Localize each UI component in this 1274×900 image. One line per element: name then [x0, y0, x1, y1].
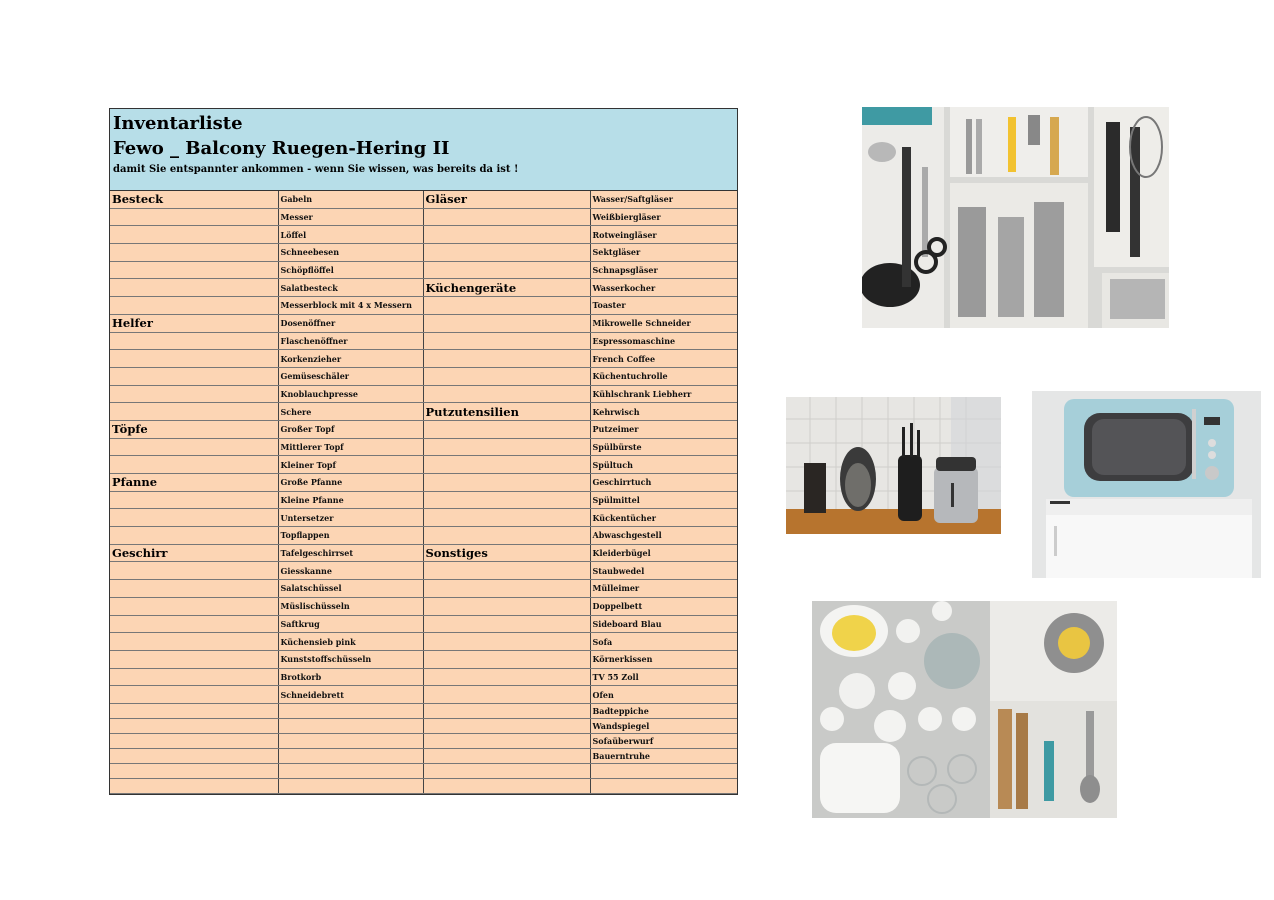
table-row — [110, 668, 737, 686]
table-cell-category — [423, 733, 590, 748]
table-cell-item: Ofen — [590, 686, 737, 704]
table-cell-category — [423, 314, 590, 332]
table-cell-item: Knoblauchpresse — [278, 385, 423, 403]
table-cell-item: Doppelbett — [590, 597, 737, 615]
table-cell-category — [423, 456, 590, 474]
table-row — [110, 208, 737, 226]
table-cell-category — [110, 261, 278, 279]
table-cell-item: Giesskanne — [278, 562, 423, 580]
table-cell-item: Großer Topf — [278, 420, 423, 438]
table-cell-category: Sonstiges — [423, 544, 590, 562]
table-cell-item — [278, 718, 423, 733]
table-row — [110, 544, 737, 562]
table-cell-item: Badteppiche — [590, 703, 737, 718]
table-cell-item: Gabeln — [278, 191, 423, 208]
table-cell-category — [423, 244, 590, 262]
photo-dishes-utensils — [812, 601, 1117, 818]
table-cell-item: Putzeimer — [590, 420, 737, 438]
table-cell-item: Spülmittel — [590, 491, 737, 509]
table-cell-item: Kleine Pfanne — [278, 491, 423, 509]
table-cell-item: Brotkorb — [278, 668, 423, 686]
sheet-header — [110, 109, 737, 191]
table-row — [110, 226, 737, 244]
table-cell-item: Sofaüberwurf — [590, 733, 737, 748]
table-cell-category — [110, 778, 278, 793]
table-cell-category — [110, 403, 278, 421]
table-cell-category: Putzutensilien — [423, 403, 590, 421]
table-cell-item: Rotweingläser — [590, 226, 737, 244]
photo-kettle-toaster — [786, 397, 1001, 534]
table-cell-category — [423, 385, 590, 403]
table-cell-category — [423, 748, 590, 763]
table-cell-category — [110, 562, 278, 580]
table-cell-item: Küchensieb pink — [278, 633, 423, 651]
table-cell-category — [423, 763, 590, 778]
table-cell-item: Sideboard Blau — [590, 615, 737, 633]
table-cell-category — [423, 580, 590, 598]
table-cell-item: Schneidebrett — [278, 686, 423, 704]
table-cell-category — [110, 491, 278, 509]
table-cell-item: Schneebesen — [278, 244, 423, 262]
table-cell-category — [423, 491, 590, 509]
table-cell-category: Töpfe — [110, 420, 278, 438]
table-cell-category — [110, 226, 278, 244]
table-cell-item: Dosenöffner — [278, 314, 423, 332]
table-cell-category — [423, 597, 590, 615]
table-cell-category — [423, 297, 590, 315]
table-cell-item: Messerblock mit 4 x Messern — [278, 297, 423, 315]
table-row — [110, 633, 737, 651]
sheet-tagline: damit Sie entspannter ankommen - wenn Sie wissen, was bereits da ist ! — [113, 164, 519, 175]
table-cell-category — [110, 633, 278, 651]
table-cell-category — [110, 244, 278, 262]
table-row — [110, 597, 737, 615]
table-cell-category: Besteck — [110, 191, 278, 208]
table-cell-item: Kückentücher — [590, 509, 737, 527]
table-cell-category — [423, 332, 590, 350]
table-cell-item — [590, 763, 737, 778]
table-cell-item: Korkenzieher — [278, 350, 423, 368]
table-cell-item: Kehrwisch — [590, 403, 737, 421]
table-cell-item: Topflappen — [278, 527, 423, 545]
table-cell-category — [110, 718, 278, 733]
table-cell-category — [423, 261, 590, 279]
table-row — [110, 509, 737, 527]
table-cell-item: Küchentuchrolle — [590, 367, 737, 385]
table-cell-category — [423, 562, 590, 580]
table-cell-category — [423, 474, 590, 492]
table-row — [110, 314, 737, 332]
table-cell-category — [423, 668, 590, 686]
table-cell-category — [110, 438, 278, 456]
table-cell-category — [423, 527, 590, 545]
table-cell-category: Küchengeräte — [423, 279, 590, 297]
table-row — [110, 279, 737, 297]
table-cell-item: Körnerkissen — [590, 650, 737, 668]
table-cell-category — [110, 456, 278, 474]
table-cell-item: Schöpflöffel — [278, 261, 423, 279]
table-cell-item: Staubwedel — [590, 562, 737, 580]
table-cell-category — [423, 778, 590, 793]
table-cell-item: Spülbürste — [590, 438, 737, 456]
table-cell-item: Kleiderbügel — [590, 544, 737, 562]
table-cell-category — [110, 580, 278, 598]
table-cell-item: Espressomaschine — [590, 332, 737, 350]
table-cell-category: Gläser — [423, 191, 590, 208]
table-cell-item: TV 55 Zoll — [590, 668, 737, 686]
table-cell-category — [110, 208, 278, 226]
table-cell-item — [590, 778, 737, 793]
table-cell-item: Mülleimer — [590, 580, 737, 598]
table-row — [110, 474, 737, 492]
table-cell-category — [423, 367, 590, 385]
table-cell-item: Geschirrtuch — [590, 474, 737, 492]
table-cell-category — [423, 703, 590, 718]
table-cell-item: Abwaschgestell — [590, 527, 737, 545]
table-cell-category — [110, 367, 278, 385]
table-row — [110, 763, 737, 778]
table-cell-item: Sofa — [590, 633, 737, 651]
table-row — [110, 778, 737, 793]
table-cell-item: Messer — [278, 208, 423, 226]
table-row — [110, 650, 737, 668]
photo-microwave-fridge — [1032, 391, 1261, 578]
table-cell-item: Tafelgeschirrset — [278, 544, 423, 562]
table-cell-category — [110, 509, 278, 527]
table-cell-category — [423, 686, 590, 704]
table-row — [110, 562, 737, 580]
table-row — [110, 527, 737, 545]
table-row — [110, 261, 737, 279]
table-cell-category — [110, 733, 278, 748]
sheet-subtitle: Fewo _ Balcony Ruegen-Hering II — [113, 138, 450, 159]
table-cell-item: Weißbiergläser — [590, 208, 737, 226]
table-cell-item — [278, 733, 423, 748]
table-cell-category — [423, 633, 590, 651]
table-cell-item: Wasser/Saftgläser — [590, 191, 737, 208]
table-row — [110, 367, 737, 385]
inventory-table — [110, 191, 737, 794]
table-row — [110, 385, 737, 403]
table-cell-item: Spültuch — [590, 456, 737, 474]
table-cell-item: Kunststoffschüsseln — [278, 650, 423, 668]
table-cell-category — [110, 703, 278, 718]
table-row — [110, 733, 737, 748]
table-cell-item: Wandspiegel — [590, 718, 737, 733]
table-cell-category — [423, 615, 590, 633]
table-cell-category: Pfanne — [110, 474, 278, 492]
table-cell-item: French Coffee — [590, 350, 737, 368]
table-cell-category — [423, 350, 590, 368]
table-cell-category — [423, 509, 590, 527]
table-row — [110, 244, 737, 262]
table-row — [110, 703, 737, 718]
table-cell-item: Kleiner Topf — [278, 456, 423, 474]
table-cell-item: Sektgläser — [590, 244, 737, 262]
table-cell-category — [110, 385, 278, 403]
table-cell-category — [423, 420, 590, 438]
table-cell-category — [110, 668, 278, 686]
table-row — [110, 615, 737, 633]
table-cell-item: Schere — [278, 403, 423, 421]
table-cell-item: Mittlerer Topf — [278, 438, 423, 456]
table-cell-category — [110, 597, 278, 615]
sheet-title: Inventarliste — [113, 113, 243, 134]
table-row — [110, 748, 737, 763]
table-row — [110, 350, 737, 368]
table-cell-item: Wasserkocher — [590, 279, 737, 297]
table-cell-item: Schnapsgläser — [590, 261, 737, 279]
table-row — [110, 332, 737, 350]
inventory-sheet — [109, 108, 738, 795]
table-cell-item: Große Pfanne — [278, 474, 423, 492]
table-cell-item: Müslischüsseln — [278, 597, 423, 615]
table-cell-category — [110, 686, 278, 704]
table-cell-category — [110, 527, 278, 545]
table-cell-item: Bauerntruhe — [590, 748, 737, 763]
table-row — [110, 420, 737, 438]
table-cell-item: Salatbesteck — [278, 279, 423, 297]
table-row — [110, 580, 737, 598]
table-row — [110, 403, 737, 421]
table-cell-category — [423, 650, 590, 668]
table-cell-category — [423, 438, 590, 456]
table-row — [110, 686, 737, 704]
table-cell-item: Salatschüssel — [278, 580, 423, 598]
table-cell-category: Helfer — [110, 314, 278, 332]
table-row — [110, 191, 737, 208]
photo-cutlery-drawer — [862, 107, 1169, 328]
table-cell-item: Flaschenöffner — [278, 332, 423, 350]
table-cell-item — [278, 763, 423, 778]
table-cell-category — [423, 718, 590, 733]
table-row — [110, 438, 737, 456]
table-cell-category — [110, 763, 278, 778]
table-cell-category — [423, 226, 590, 244]
table-cell-category: Geschirr — [110, 544, 278, 562]
table-row — [110, 491, 737, 509]
table-cell-item: Untersetzer — [278, 509, 423, 527]
table-cell-item — [278, 703, 423, 718]
table-cell-item: Gemüseschäler — [278, 367, 423, 385]
table-cell-item: Toaster — [590, 297, 737, 315]
table-cell-item: Kühlschrank Liebherr — [590, 385, 737, 403]
table-row — [110, 718, 737, 733]
table-cell-category — [110, 279, 278, 297]
table-cell-item — [278, 748, 423, 763]
table-cell-item: Löffel — [278, 226, 423, 244]
table-cell-category — [110, 615, 278, 633]
table-cell-category — [110, 748, 278, 763]
table-cell-category — [110, 350, 278, 368]
table-cell-category — [110, 650, 278, 668]
table-row — [110, 297, 737, 315]
table-cell-category — [423, 208, 590, 226]
table-row — [110, 456, 737, 474]
table-cell-item — [278, 778, 423, 793]
table-cell-category — [110, 332, 278, 350]
table-cell-item: Saftkrug — [278, 615, 423, 633]
table-cell-category — [110, 297, 278, 315]
table-cell-item: Mikrowelle Schneider — [590, 314, 737, 332]
